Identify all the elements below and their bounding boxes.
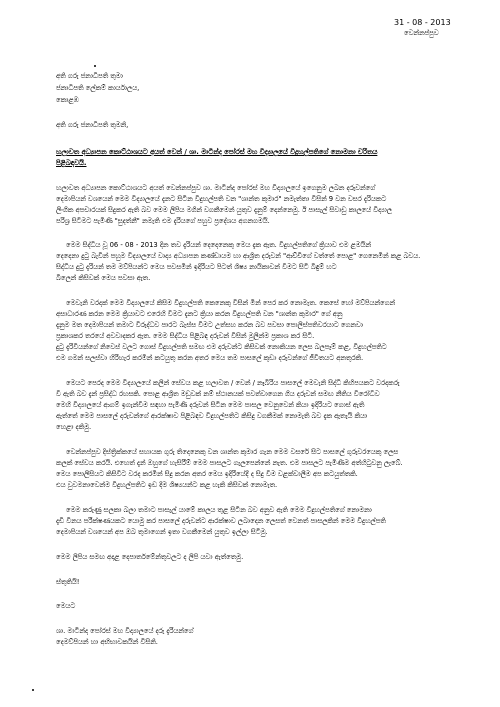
paragraph-4-line: මෙහි විද්‍යාලයේ ආගම් ඉගැන්වීම සඳහා පැමිණි දරුවන් සිටින මෙම පාසල වෙනුවෙන් කියා ඉදිරියට ගොස් ඇති [56,401,365,409]
paragraph-2-line: දෙදෙනා දුටු බැවින් පහුම විද්‍යාලයේ වාද්‍ය අධ්‍යාපන කණ්ඩායම හා ආශ්‍රිත දරුවන් "ආච්චිගේ වත්තේ පොළ" ගෙනෙමින් කළ බවය. [56,252,421,260]
paragraph-6-line: දෙමාපියන් වශයෙන් අප ඔබ තුමාගෙන් ඉතා වගකීමෙන් යුතුව ඉල්ලා සිටිමු. [56,528,268,536]
paragraph-4-line: ඇත්තේ මෙම පාසලේ දරුවන්ගේ ආරක්ෂාව පිළිබඳව විදුහල්පතිට කිසිදු වගකීමක් නොමැති බව දැක ඇතැයි කියා [56,412,368,420]
paragraph-3-line: දුටු දැරිවියන්ගේ නිවෙස් වලට ගොස් විදුහල්පති සමඟ එම දරුවන්ට කිසිවක් නොකියන ලෙස බලපෑම් කළ, විදුහල්පතිට [56,343,387,351]
paragraph-1-line: පරිශ්‍ර සිටීමට පැමිණි "සුදත්නී" නමැති එම දැරියගේ පහුව ප්‍රදේශය අගනගමයි. [56,217,270,225]
paragraph-1-line: දෙමාපියන් වශයෙන් මෙම විද්‍යාලයේ දැනට සිටින විදුහල්පති වන "ශාන්ත කුමාර" නමැත්තා විසින් 9 වන වසර දැරියකට [56,195,387,203]
paragraph-3-line: දැනුම මත දෙමාපියන් තමාට විරුද්ධව පාරට බැස්ස විමට උත්සහ කරන බව පවසා පොලිස්පතිවරයාට ගෙනවා [56,321,363,329]
closing-thanks: ස්තුතියි! [56,578,80,586]
recipient-line-2: ජනාධිපති ලේකම් කාර්යාලය, [56,84,140,92]
paragraph-2-line: බිලෙන් කිසිවක් මෙය පවසා ඇත. [56,274,151,282]
closing-meyata: මෙයට [56,602,76,610]
paragraph-3-line: එම ගමන් සලස්වා හිරිහැර කරමින් කටයුතු කරන අතර මෙය තම පාසලේ කුඩා දරුවන්ගේ ජීවිතයට අනතුරකි. [56,354,364,362]
recipient-line-1: අති ගරු ජනාධිපති තුමා [56,72,123,80]
signature-line-1: ශා. මාටින්ද පෝරස් මහ විද්‍යාලයේ දරු දැරියන්ගේ [56,627,194,635]
paragraph-4-line: හෙළා දකිමු. [56,423,92,431]
signature-line-2: දෙමව්පියන් හා අභිභාවකයින් විසිනි. [56,638,158,646]
paragraph-2-line: මෙම සිද්ධිය වූ 06 - 08 - 2013 දින තව දැරියන් දෙදෙනෙකු මෙය දැක ඇත. විදුහල්පතිගේ ක්‍රියාව එම ළමයින් [66,241,372,249]
ink-dot [94,65,96,67]
letter-place: වෙන්නප්පුව [404,29,439,37]
paragraph-7-line: මෙම ලිපිය සමඟ අදාළ දෙපාර්තමේන්තුවලට ද ලිපි යවා ඇත්තෙමු. [56,553,244,561]
paragraph-2-line: සිද්ධිය දුටු දැරියන් තම මව්පියන්ට මෙය පවසමින් ඉදිරියට පිටත් ශිෂ්‍ය නායිකාවන් වීමට සිටි බිඳුම් හට [56,263,337,271]
paragraph-4-line: මෙයට පෙරද මෙම විද්‍යාලයේ කලින් සේවය කළ හලාවත / වෙන් / නෑබිරිය පාසලේ මෙවැනි සිද්ධි කිහිපයකට වරදකරු [66,379,400,387]
paragraph-5-line: වෙන්නප්පුව දිස්ත්‍රික්කයේ සහායක ගුරු තිදෙනෙකු වන ශාන්ත කුමාර ගැන මෙම වසරේ සිට පාසලේ ගුරුවරයෙකු ලෙස [66,448,399,456]
subject-line-2: පිළිබඳවයි. [56,159,87,167]
paragraph-6-line: මෙම කරුණු සලකා බලා තමාට පාසැල් යාමේ කාලය තුළ සිටින බව අනුව ඇති මෙම විදුහල්පතිගේ නොමනා [66,506,372,514]
paragraph-6-line: දැඩි විනය පරීක්ෂණයකට යොමු කර පාසලේ දරුවන්ට ආරක්ෂාව ලබාදෙන ලෙසත් වෙනත් පාසලකින් මෙම විදුහල්පති [56,517,386,525]
paragraph-3-line: අසාධාරණ කරන මෙම ක්‍රියාවට එරෙහි වීමට දැනට ක්‍රියා කරන විදුහල්පති වන "ශාන්ත කුමාර" ගේ අනු [56,310,343,318]
paragraph-5-line: කලක් සේවය කරයි. එහෙත් දැන් ඔහුගේ හැසිරීම් මෙම පාසලට ගැලපෙන්නේ නැත. එම පාසලට පැමිණීම අත්හිටුවනු ලැබේ. [56,459,403,467]
paragraph-4-line: වී ඇති බව දැන් ප්‍රසිද්ධ රහසකි. පොළ ආශ්‍රිත මඩුවක් නම් ස්ථානයක් පවත්වාගෙන ගිය දරුවන් සමඟ නීතිය විරෝධීව [56,390,380,398]
paragraph-3-line: මෙවැනි වරදක් මෙම විද්‍යාලයේ කිසිම විදුහල්පති කෙනෙකු විසින් මින් පෙර කර නොමැත. කෙසේ හෝ මව්පියන්ගෙන් [66,299,396,307]
paragraph-1-line: ලිංගික අපචාරයක් සිදුකර ඇති බව මෙම ලිපිය මගින් වගකීමෙන් යුතුව දැනුම් දෙන්නෙමු. ඊ පාසැල් සිවාඩු කාලයේ විද්‍යාල [56,206,392,214]
ink-dot [32,689,34,691]
letter-date: 31 - 08 - 2013 [394,18,451,27]
paragraph-5-line: මෙය පොලිසියට කිසිවිට වරද කරමින් සිදු කරන අතර මෙය ඉදිරියේදී ද සිදු වීම වළක්වාලීම අප කටයුත්තකි. [56,470,358,478]
paragraph-3-line: ප්‍රකාශකර තරයේ අවවාදකර ඇත. මෙම සිද්ධිය පිළිබඳ දරුවන් විසින් මුලින්ම ප්‍රකාශ කර සිටි. [56,332,315,340]
salutation: අති ගරු ජනාධිපති තුමනි, [56,121,129,129]
paragraph-5-line: එය වුවමනාවෙන්ම විදුහල්පතිට ඉඩ දීම ශිෂ්‍යයන්ට කළ හැකි කිසිවක් නොමැත. [56,481,278,489]
subject-line-1: හලාවත අධ්‍යාපන කොට්ඨාශයට අයත් වෙන් / ශා. මාටින්ද පෝරස් මහ විද්‍යාලයේ විදුහල්පතිගේ නොමනා චරිතය [56,148,378,156]
recipient-line-3: කොළඹ [56,96,79,104]
paragraph-1-line: හලාවත අධ්‍යාපන කොට්ඨාශයට අයත් වෙන්නප්පුව ශා. මාටින්ද පෝරස් මහ විද්‍යාලයේ ඉගෙනුම ලබන දරුවන්ගේ [56,184,376,192]
